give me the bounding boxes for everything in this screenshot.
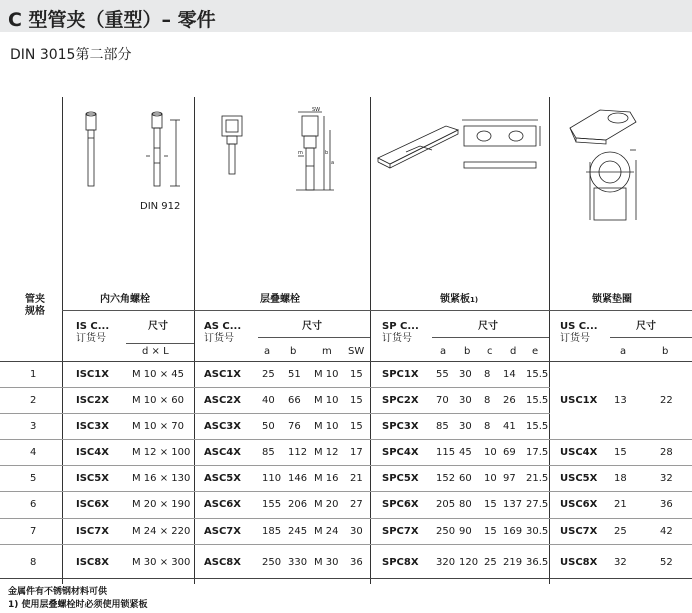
header-dxl: d × L [142, 346, 169, 357]
header-isc: IS C... [76, 321, 110, 332]
cell-dxl: M 10 × 45 [132, 369, 184, 380]
cell-sp-d: 69 [503, 447, 516, 458]
cell-asc-a: 155 [262, 499, 282, 510]
cell-sp-b: 30 [459, 369, 472, 380]
cell-asc-m: M 24 [314, 526, 339, 537]
header-separator [62, 310, 692, 311]
cell-asc: ASC2X [204, 395, 241, 406]
cell-sp-b: 120 [459, 557, 479, 568]
cell-usc: USC5X [560, 473, 598, 484]
page-subtitle: DIN 3015第二部分 [10, 47, 132, 63]
lock-washer-illustration [560, 100, 690, 230]
cell-isc: ISC2X [76, 395, 109, 406]
usc-merged-a: 13 [614, 395, 627, 406]
header-spc-c: c [487, 346, 493, 357]
cell-sp-a: 205 [436, 499, 456, 510]
cell-isc: ISC3X [76, 421, 109, 432]
cell-us-b: 28 [660, 447, 673, 458]
col-divider [549, 97, 550, 584]
cell-size: 5 [30, 473, 37, 484]
cell-sp-d: 41 [503, 421, 516, 432]
cell-isc: ISC7X [76, 526, 109, 537]
header-asc: AS C... [204, 321, 242, 332]
row-line [0, 361, 692, 362]
cell-size: 2 [30, 395, 37, 406]
cell-size: 6 [30, 499, 37, 510]
cell-asc-b: 51 [288, 369, 301, 380]
dim-sw-label: SW [312, 107, 321, 113]
header-usc-order: 订货号 [560, 333, 590, 344]
row-line [0, 518, 692, 519]
cell-us-a: 32 [614, 557, 627, 568]
cell-sp-e: 15.5 [526, 395, 549, 406]
cell-dxl: M 10 × 70 [132, 421, 184, 432]
row-line [0, 544, 692, 545]
cell-asc-b: 206 [288, 499, 308, 510]
cell-sp-a: 70 [436, 395, 449, 406]
cell-asc: ASC8X [204, 557, 241, 568]
cell-spc: SPC4X [382, 447, 419, 458]
cell-asc-a: 85 [262, 447, 275, 458]
header-asc-dim: 尺寸 [302, 321, 322, 332]
cell-size: 7 [30, 526, 37, 537]
cell-asc-a: 250 [262, 557, 282, 568]
dim-a-label: a [331, 160, 335, 166]
cell-isc: ISC1X [76, 369, 109, 380]
cell-sp-c: 8 [484, 369, 491, 380]
row-line [0, 491, 692, 492]
usc-merged-b: 22 [660, 395, 673, 406]
footnote-1: 金属件有不锈钢材料可供 [8, 587, 108, 597]
cell-asc: ASC5X [204, 473, 241, 484]
cell-sp-a: 152 [436, 473, 456, 484]
cell-asc: ASC4X [204, 447, 241, 458]
cell-sp-d: 97 [503, 473, 516, 484]
page-title: C 型管夹（重型）– 零件 [8, 9, 216, 31]
header-size: 管夹 规格 [25, 294, 45, 317]
header-spc-dim: 尺寸 [478, 321, 498, 332]
header-usc-a: a [620, 346, 627, 357]
cell-asc-m: M 12 [314, 447, 339, 458]
cell-usc: USC7X [560, 526, 598, 537]
header-spc-a: a [440, 346, 447, 357]
cell-asc-a: 40 [262, 395, 275, 406]
lock-plate-illustration [376, 112, 546, 182]
cell-sp-a: 320 [436, 557, 456, 568]
cell-asc-a: 25 [262, 369, 275, 380]
cell-us-a: 18 [614, 473, 627, 484]
cell-usc: USC6X [560, 499, 598, 510]
cell-asc-m: M 16 [314, 473, 339, 484]
cell-sp-d: 14 [503, 369, 516, 380]
cell-dxl: M 12 × 100 [132, 447, 191, 458]
cell-spc: SPC6X [382, 499, 419, 510]
cell-asc-m: M 10 [314, 369, 339, 380]
cell-asc: ASC3X [204, 421, 241, 432]
header-separator [258, 337, 370, 338]
cell-spc: SPC8X [382, 557, 419, 568]
header-separator [432, 337, 549, 338]
col-divider [62, 97, 63, 584]
cell-us-a: 25 [614, 526, 627, 537]
cell-sp-b: 80 [459, 499, 472, 510]
cell-asc: ASC7X [204, 526, 241, 537]
cell-asc-sw: 30 [350, 526, 363, 537]
cell-size: 1 [30, 369, 37, 380]
din-label: DIN 912 [140, 201, 181, 212]
header-spc: SP C... [382, 321, 419, 332]
cell-isc: ISC5X [76, 473, 109, 484]
cell-sp-a: 85 [436, 421, 449, 432]
cell-sp-e: 21.5 [526, 473, 549, 484]
header-hex-dim: 尺寸 [148, 321, 168, 332]
cell-sp-d: 137 [503, 499, 523, 510]
cell-asc-m: M 20 [314, 499, 339, 510]
cell-us-a: 21 [614, 499, 627, 510]
header-lock-plate-footnote-ref: 1) [470, 296, 479, 304]
cell-isc: ISC4X [76, 447, 109, 458]
cell-asc-sw: 21 [350, 473, 363, 484]
cell-sp-b: 30 [459, 395, 472, 406]
cell-sp-e: 30.5 [526, 526, 549, 537]
header-isc-order: 订货号 [76, 333, 106, 344]
cell-spc: SPC5X [382, 473, 419, 484]
cell-asc-sw: 15 [350, 421, 363, 432]
cell-asc-b: 66 [288, 395, 301, 406]
header-asc-sw: SW [348, 346, 365, 357]
cell-us-b: 42 [660, 526, 673, 537]
cell-asc-m: M 30 [314, 557, 339, 568]
cell-asc-a: 50 [262, 421, 275, 432]
cell-sp-a: 55 [436, 369, 449, 380]
cell-asc-sw: 15 [350, 395, 363, 406]
header-spc-b: b [464, 346, 471, 357]
row-line [0, 465, 692, 466]
cell-asc-b: 112 [288, 447, 308, 458]
cell-dxl: M 10 × 60 [132, 395, 184, 406]
cell-isc: ISC8X [76, 557, 109, 568]
cell-dxl: M 20 × 190 [132, 499, 191, 510]
cell-sp-c: 8 [484, 421, 491, 432]
cell-asc-a: 185 [262, 526, 282, 537]
cell-asc-b: 245 [288, 526, 308, 537]
cell-size: 3 [30, 421, 37, 432]
header-asc-b: b [290, 346, 297, 357]
header-lock-plate-label: 锁紧板 [440, 294, 470, 305]
header-hex-bolt: 内六角螺栓 [100, 294, 150, 305]
cell-asc-sw: 15 [350, 369, 363, 380]
cell-sp-c: 25 [484, 557, 497, 568]
cell-usc: USC4X [560, 447, 598, 458]
cell-asc-m: M 10 [314, 395, 339, 406]
cell-size: 8 [30, 557, 37, 568]
cell-asc-sw: 27 [350, 499, 363, 510]
cell-dxl: M 24 × 220 [132, 526, 191, 537]
header-asc-order: 订货号 [204, 333, 234, 344]
header-separator [126, 343, 194, 344]
header-usc-dim: 尺寸 [636, 321, 656, 332]
cell-dxl: M 30 × 300 [132, 557, 191, 568]
cell-usc: USC8X [560, 557, 598, 568]
cell-asc-m: M 10 [314, 421, 339, 432]
cell-spc: SPC2X [382, 395, 419, 406]
cell-sp-d: 26 [503, 395, 516, 406]
cell-sp-e: 27.5 [526, 499, 549, 510]
cell-asc-sw: 17 [350, 447, 363, 458]
cell-sp-b: 90 [459, 526, 472, 537]
cell-sp-c: 10 [484, 447, 497, 458]
cell-us-a: 15 [614, 447, 627, 458]
cell-sp-c: 15 [484, 499, 497, 510]
header-spc-e: e [532, 346, 539, 357]
header-lock-washer: 锁紧垫圈 [592, 294, 632, 305]
cell-sp-d: 169 [503, 526, 523, 537]
cell-asc: ASC1X [204, 369, 241, 380]
cell-asc: ASC6X [204, 499, 241, 510]
header-spc-order: 订货号 [382, 333, 412, 344]
cell-sp-d: 219 [503, 557, 523, 568]
cell-sp-b: 30 [459, 421, 472, 432]
cell-sp-c: 8 [484, 395, 491, 406]
row-line [0, 439, 692, 440]
header-usc-b: b [662, 346, 669, 357]
footnote-2: 1) 使用层叠螺栓时必须使用锁紧板 [8, 600, 148, 610]
cell-asc-b: 146 [288, 473, 308, 484]
cell-sp-c: 10 [484, 473, 497, 484]
header-asc-m: m [322, 346, 332, 357]
cell-us-b: 36 [660, 499, 673, 510]
cell-sp-b: 60 [459, 473, 472, 484]
dim-b-label: b [325, 150, 329, 156]
dim-m-label: m [298, 150, 303, 156]
header-asc-a: a [264, 346, 271, 357]
cell-size: 4 [30, 447, 37, 458]
cell-sp-e: 15.5 [526, 421, 549, 432]
col-divider [194, 97, 195, 584]
cell-asc-b: 76 [288, 421, 301, 432]
merge-mask [550, 412, 692, 415]
header-lock-plate [440, 294, 478, 306]
cell-sp-b: 45 [459, 447, 472, 458]
cell-spc: SPC7X [382, 526, 419, 537]
cell-sp-e: 15.5 [526, 369, 549, 380]
usc-merged-order: USC1X [560, 395, 598, 406]
header-usc: US C... [560, 321, 598, 332]
cell-asc-b: 330 [288, 557, 308, 568]
header-separator [610, 337, 692, 338]
cell-spc: SPC1X [382, 369, 419, 380]
merge-mask [550, 386, 692, 389]
cell-isc: ISC6X [76, 499, 109, 510]
header-spc-d: d [510, 346, 517, 357]
cell-us-b: 32 [660, 473, 673, 484]
cell-us-b: 52 [660, 557, 673, 568]
cell-asc-sw: 36 [350, 557, 363, 568]
cell-sp-a: 250 [436, 526, 456, 537]
cell-sp-c: 15 [484, 526, 497, 537]
cell-sp-e: 17.5 [526, 447, 549, 458]
row-line [0, 578, 692, 579]
cell-asc-a: 110 [262, 473, 282, 484]
stack-bolt-illustration [218, 106, 368, 206]
col-divider [370, 97, 371, 584]
cell-sp-a: 115 [436, 447, 456, 458]
cell-dxl: M 16 × 130 [132, 473, 191, 484]
cell-spc: SPC3X [382, 421, 419, 432]
header-stack-bolt: 层叠螺栓 [260, 294, 300, 305]
cell-sp-e: 36.5 [526, 557, 549, 568]
